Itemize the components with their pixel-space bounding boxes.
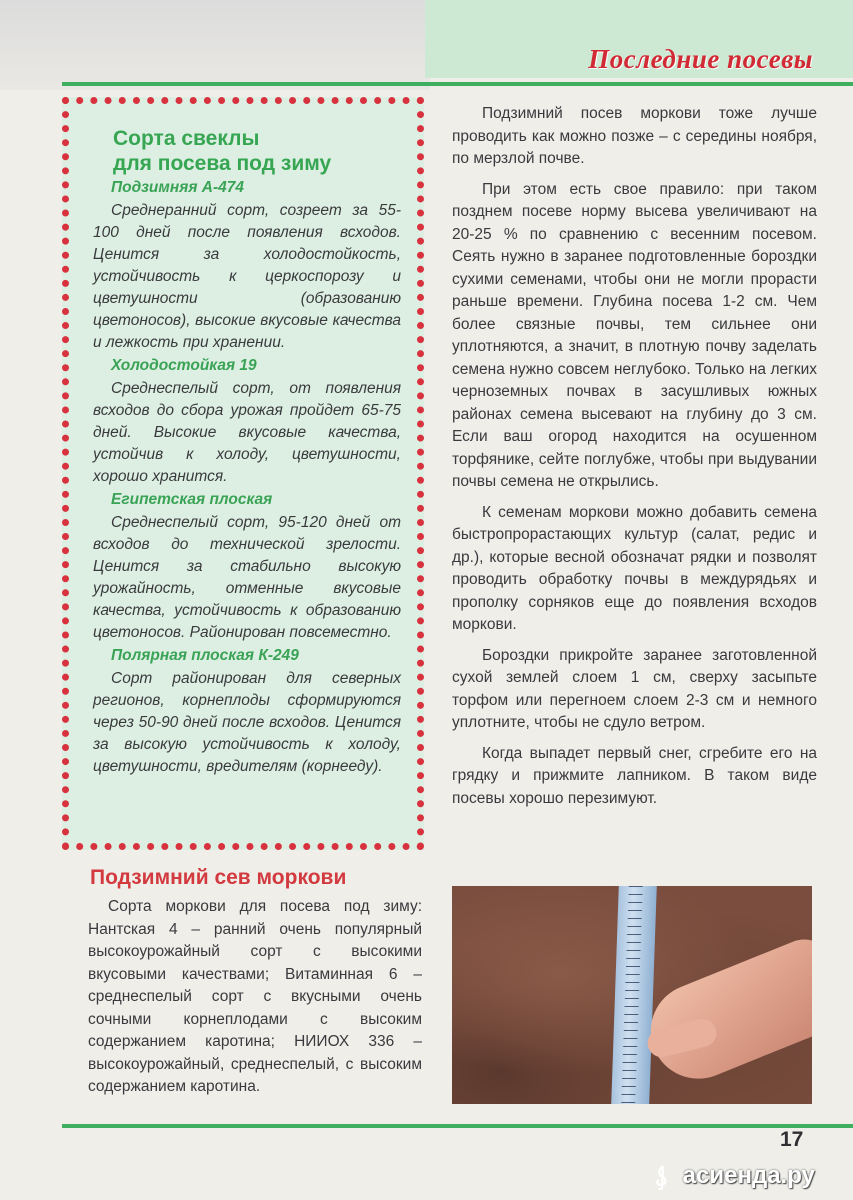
- variety-name: Холодостойкая 19: [111, 357, 257, 374]
- variety-description: Сорт районирован для северных регионов, корнеплоды сформируются через 50-90 дней после всходов. Ценится за высокую устойчивость к холоду, цветушности, вредителям (корнееду).: [93, 670, 401, 775]
- soil-ruler-photo: [452, 886, 812, 1104]
- page-number: 17: [780, 1128, 804, 1151]
- ruler-ticks: [621, 886, 643, 1104]
- ruler-graphic: [611, 886, 657, 1104]
- article-paragraph: Бороздки прикройте заранее заготовленной сухой землей слоем 1 см, сверху засыпьте торфом или перегноем слоем 2-3 см и немного уплотните, чтобы не сдуло ветром.: [452, 646, 817, 731]
- watermark: [652, 1162, 815, 1190]
- carrot-section-text: Сорта моркови для посева под зиму: Нантская 4 – ранний очень популярный высокоурожайный сорт с высокими вкусовыми качествами; Витаминная 6 – среднеспелый сорт с вкусными очень сочными корнеплодами с высоким содержанием каротина; НИИОХ 336 – высокоурожайный, среднеспелый, с высоким содержанием каротина.: [88, 898, 422, 1095]
- section-title: Последние посевы: [588, 44, 813, 74]
- variety-description: Среднеспелый сорт, 95-120 дней от всходов до технической зрелости. Ценится за стабильно высокую урожайность, отменные вкусовые качества, устойчивость к образованию цветоносов. Районирован повсеместно.: [93, 514, 401, 641]
- article-paragraph: К семенам моркови можно добавить семена быстропрорастающих культур (салат, редис и др.), которые весной обозначат рядки и позволят проводить обработку почвы в междурядьях и прополку сорняков еще до появления всходов моркови.: [452, 503, 817, 633]
- variety-name: Подзимняя А-474: [111, 179, 244, 196]
- treble-clef-icon: [652, 1164, 672, 1190]
- sidebar-title-line2: для посева под зиму: [113, 152, 332, 175]
- top-rule: [62, 82, 853, 86]
- variety-description: Среднеспелый сорт, от появления всходов до сбора урожая пройдет 65-75 дней. Высокие вкусовые качества, устойчив к холоду, цветушности, хорошо хранится.: [93, 380, 401, 485]
- variety-name: Египетская плоская: [111, 491, 273, 508]
- article-paragraph: Подзимний посев моркови тоже лучше проводить как можно позже – с середины ноября, по мерзлой почве.: [452, 105, 817, 167]
- bottom-rule: [62, 1124, 853, 1128]
- hand-graphic: [636, 930, 812, 1093]
- carrot-section-heading: Подзимний сев моркови: [90, 866, 347, 889]
- watermark-text: асиенда.ру: [682, 1162, 815, 1189]
- beet-varieties-sidebar: [62, 97, 424, 850]
- article-paragraph: Когда выпадет первый снег, сгребите его на грядку и прижмите лапником. В таком виде посевы хорошо перезимуют.: [452, 744, 817, 807]
- page-fold-shadow: [0, 0, 430, 90]
- variety-description: Среднеранний сорт, созреет за 55-100 дней после появления всходов. Ценится за холодостойкость, устойчивость к церкоспорозу и цветушности (образованию цветоносов), высокие вкусовые качества и лежкость при хранении.: [93, 202, 401, 351]
- sidebar-title-line1: Сорта свеклы: [113, 127, 260, 150]
- variety-name: Полярная плоская К-249: [111, 647, 299, 664]
- article-paragraph: При этом есть свое правило: при таком позднем посеве норму высева увеличивают на 20-25 % по сравнению с весенним посевом. Сеять нужно в заранее подготовленные бороздки сухими семенами, чтобы они не могли прорасти раньше времени. Глубина посева 1-2 см. Чем более связные почвы, тем сильнее они уплотняются, а значит, в плотную почву заделать семена нужно совсем неглубоко. Только на легких черноземных почвах в засушливых южных районах семена высевают на глубину до 3 см. Если ваш огород находится на осушенном торфянике, сейте поглубже, чтобы при выдувании почвы семена не открылись.: [452, 180, 817, 490]
- main-article-column: [452, 103, 817, 818]
